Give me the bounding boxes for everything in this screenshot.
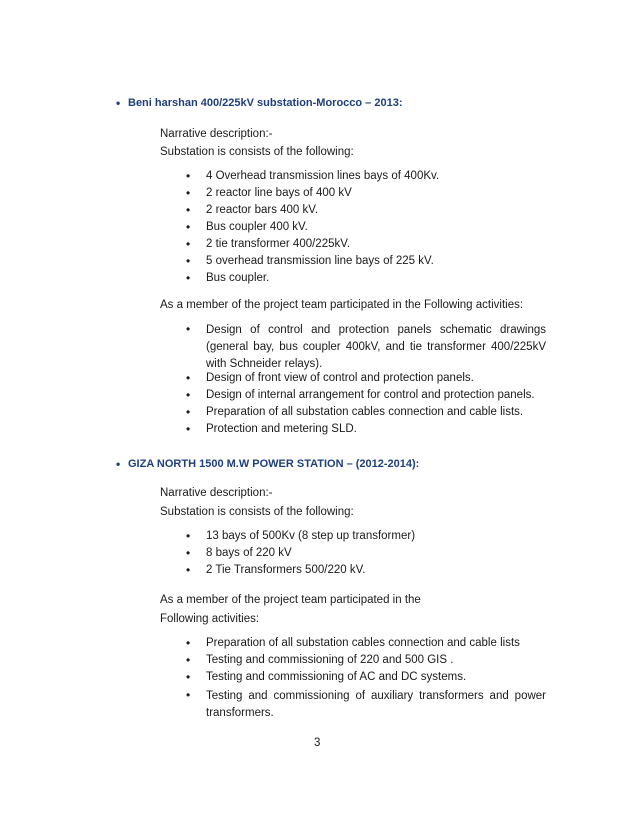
project-1-title-text: Beni harshan 400/225kV substation-Morocco – 2013: bbox=[128, 97, 403, 109]
bullet-icon: • bbox=[186, 254, 191, 268]
bullet-icon: • bbox=[186, 271, 191, 285]
bullet-icon: • bbox=[186, 186, 191, 200]
project-1-narrative-label: Narrative description:- bbox=[160, 128, 273, 140]
bullet-icon: • bbox=[186, 636, 191, 650]
project-2-title-text: GIZA NORTH 1500 M.W POWER STATION – (2012-2014): bbox=[128, 458, 420, 470]
bullet-icon: • bbox=[116, 457, 121, 471]
bullet-icon: • bbox=[186, 653, 191, 667]
project-1-component: • Bus coupler. bbox=[186, 271, 270, 285]
bullet-icon: • bbox=[186, 688, 191, 702]
project-1-consists-label: Substation is consists of the following: bbox=[160, 146, 354, 158]
bullet-icon: • bbox=[186, 388, 191, 402]
project-2-activity: • Testing and commissioning of AC and DC systems. bbox=[186, 670, 467, 684]
bullet-icon: • bbox=[186, 405, 191, 419]
project-2-title bbox=[116, 457, 420, 471]
bullet-icon: • bbox=[186, 529, 191, 543]
project-2-activity: • Testing and commissioning of auxiliary transformers and power transformers. bbox=[186, 688, 546, 719]
project-2-component: • 8 bays of 220 kV bbox=[186, 546, 292, 560]
project-2-narrative-label: Narrative description:- bbox=[160, 487, 273, 499]
project-2-activity: • Testing and commissioning of 220 and 500 GIS . bbox=[186, 653, 454, 667]
bullet-icon: • bbox=[186, 546, 191, 560]
project-1-component: • 2 tie transformer 400/225kV. bbox=[186, 237, 351, 251]
bullet-icon: • bbox=[186, 670, 191, 684]
project-1-title bbox=[116, 96, 403, 110]
project-1-component: • 2 reactor bars 400 kV. bbox=[186, 203, 319, 217]
project-2-component: • 2 Tie Transformers 500/220 kV. bbox=[186, 563, 366, 577]
bullet-icon: • bbox=[186, 422, 191, 436]
project-1-member-intro: As a member of the project team participated in the Following activities: bbox=[160, 299, 524, 311]
project-1-component: • 5 overhead transmission line bays of 225 kV. bbox=[186, 254, 434, 268]
project-2-member-intro-1: As a member of the project team participated in the bbox=[160, 594, 421, 606]
bullet-icon: • bbox=[186, 322, 191, 336]
bullet-icon: • bbox=[186, 220, 191, 234]
project-1-activity: • Design of control and protection panels schematic drawings (general bay, bus coupler 400kV, and tie transformer 400/225kV with Schneider relays). bbox=[186, 322, 546, 370]
bullet-icon: • bbox=[186, 169, 191, 183]
project-1-component: • Bus coupler 400 kV. bbox=[186, 220, 308, 234]
project-1-activity: • Design of front view of control and protection panels. bbox=[186, 371, 474, 385]
bullet-icon: • bbox=[186, 203, 191, 217]
project-1-component: • 2 reactor line bays of 400 kV bbox=[186, 186, 352, 200]
project-1-activity: • Preparation of all substation cables connection and cable lists. bbox=[186, 405, 524, 419]
bullet-icon: • bbox=[186, 237, 191, 251]
project-1-component: • 4 Overhead transmission lines bays of 400Kv. bbox=[186, 169, 440, 183]
page-number: 3 bbox=[314, 737, 321, 749]
project-1-activity: • Design of internal arrangement for control and protection panels. bbox=[186, 388, 535, 402]
project-2-component: • 13 bays of 500Kv (8 step up transformer) bbox=[186, 529, 416, 543]
project-2-member-intro-2: Following activities: bbox=[160, 613, 260, 625]
project-2-activity: • Preparation of all substation cables connection and cable lists bbox=[186, 636, 520, 650]
bullet-icon: • bbox=[186, 371, 191, 385]
bullet-icon: • bbox=[116, 96, 121, 110]
project-1-activity: • Protection and metering SLD. bbox=[186, 422, 357, 436]
project-2-consists-label: Substation is consists of the following: bbox=[160, 506, 354, 518]
bullet-icon: • bbox=[186, 563, 191, 577]
